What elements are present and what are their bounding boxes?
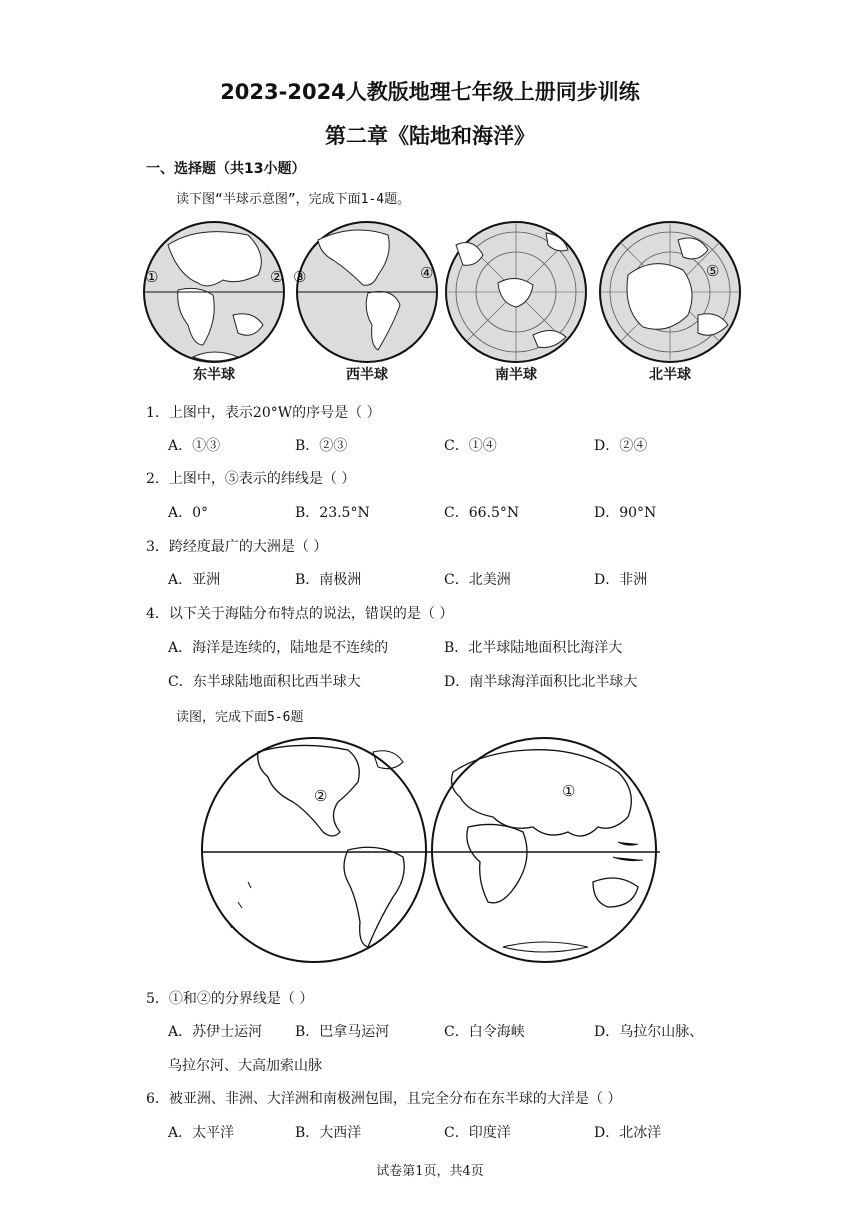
q5-option-d[interactable]: D．乌拉尔山脉、 bbox=[594, 1024, 704, 1040]
q3-option-b[interactable]: B．南极洲 bbox=[295, 572, 362, 588]
q6-option-d[interactable]: D．北冰洋 bbox=[594, 1125, 662, 1141]
figure1-intro: 读下图“半球示意图”，完成下面1-4题。 bbox=[176, 192, 411, 207]
question-3: 3．跨经度最广的大洲是（ ） bbox=[146, 539, 328, 555]
q5-option-d-continued: 乌拉尔河、大高加索山脉 bbox=[168, 1058, 322, 1074]
q5-option-a[interactable]: A．苏伊士运河 bbox=[168, 1024, 263, 1040]
q4-option-c[interactable]: C．东半球陆地面积比西半球大 bbox=[168, 674, 361, 690]
label-south-hemisphere: 南半球 bbox=[495, 367, 537, 383]
page-subtitle: 第二章《陆地和海洋》 bbox=[325, 124, 535, 148]
q2-option-d[interactable]: D．90°N bbox=[594, 505, 657, 521]
label-west-hemisphere: 西半球 bbox=[346, 367, 388, 383]
q2-option-b[interactable]: B．23.5°N bbox=[295, 505, 370, 521]
question-2: 2．上图中，⑤表示的纬线是（ ） bbox=[146, 471, 356, 487]
q1-option-d[interactable]: D．②④ bbox=[594, 438, 648, 454]
west-hemisphere-map bbox=[297, 222, 437, 362]
q3-option-c[interactable]: C．北美洲 bbox=[444, 572, 511, 588]
q4-option-d[interactable]: D．南半球海洋面积比北半球大 bbox=[444, 674, 638, 690]
question-1: 1．上图中，表示20°W的序号是（ ） bbox=[146, 405, 381, 421]
question-6: 6．被亚洲、非洲、大洋洲和南极洲包围，且完全分布在东半球的大洋是（ ） bbox=[146, 1091, 622, 1107]
q5-option-b[interactable]: B．巴拿马运河 bbox=[295, 1024, 390, 1040]
q2-option-c[interactable]: C．66.5°N bbox=[444, 505, 520, 521]
north-hemisphere-map bbox=[600, 222, 740, 362]
map-marker-1: ① bbox=[562, 782, 576, 800]
marker-1: ① bbox=[145, 268, 159, 286]
q3-option-a[interactable]: A．亚洲 bbox=[168, 572, 221, 588]
world-hemispheres-map bbox=[198, 732, 664, 970]
q6-option-a[interactable]: A．太平洋 bbox=[168, 1125, 235, 1141]
q6-option-b[interactable]: B．大西洋 bbox=[295, 1125, 362, 1141]
question-5: 5．①和②的分界线是（ ） bbox=[146, 991, 314, 1007]
q2-option-a[interactable]: A．0° bbox=[168, 505, 209, 521]
marker-4: ④ bbox=[420, 264, 434, 282]
page-footer: 试卷第1页，共4页 bbox=[376, 1164, 484, 1179]
question-4: 4．以下关于海陆分布特点的说法，错误的是（ ） bbox=[146, 606, 454, 622]
q4-option-b[interactable]: B．北半球陆地面积比海洋大 bbox=[444, 640, 623, 656]
q5-option-c[interactable]: C．白令海峡 bbox=[444, 1024, 525, 1040]
marker-2: ② bbox=[270, 268, 284, 286]
q1-option-a[interactable]: A．①③ bbox=[168, 438, 221, 454]
section-heading: 一、选择题（共13小题） bbox=[146, 161, 306, 177]
map-marker-2: ② bbox=[314, 787, 328, 805]
q4-option-a[interactable]: A．海洋是连续的，陆地是不连续的 bbox=[168, 640, 389, 656]
marker-5: ⑤ bbox=[706, 262, 720, 280]
hemisphere-figure bbox=[138, 215, 748, 385]
label-east-hemisphere: 东半球 bbox=[193, 367, 235, 383]
marker-3: ③ bbox=[293, 268, 307, 286]
figure2-intro: 读图，完成下面5-6题 bbox=[176, 710, 304, 725]
q6-option-c[interactable]: C．印度洋 bbox=[444, 1125, 511, 1141]
q1-option-b[interactable]: B．②③ bbox=[295, 438, 348, 454]
south-hemisphere-map bbox=[446, 222, 586, 362]
page-title: 2023-2024人教版地理七年级上册同步训练 bbox=[220, 80, 640, 104]
q3-option-d[interactable]: D．非洲 bbox=[594, 572, 648, 588]
east-hemisphere-map bbox=[144, 222, 284, 362]
q1-option-c[interactable]: C．①④ bbox=[444, 438, 497, 454]
label-north-hemisphere: 北半球 bbox=[649, 367, 691, 383]
